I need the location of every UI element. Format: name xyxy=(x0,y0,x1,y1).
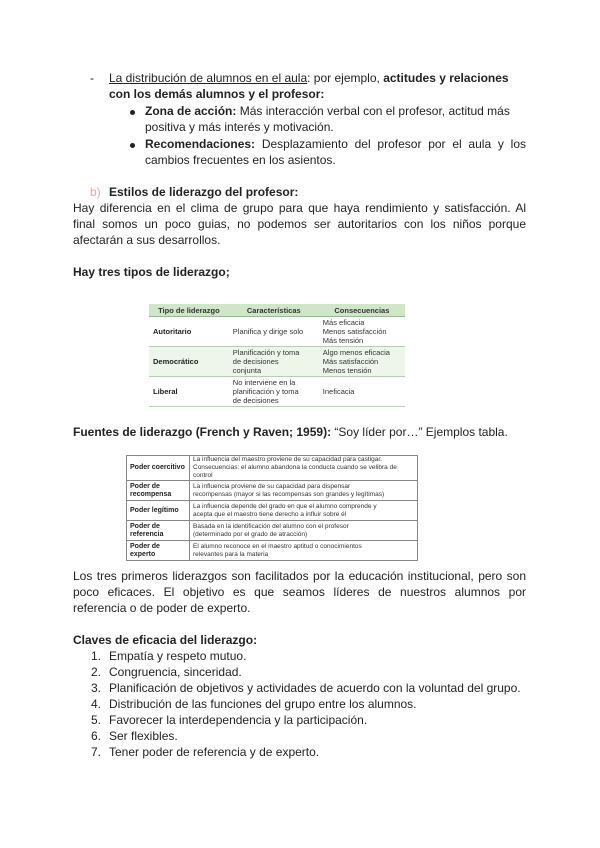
leadership-types-table xyxy=(149,304,405,407)
bullet2-line1 xyxy=(145,136,526,152)
claves-heading: Claves de eficacia del liderazgo: xyxy=(73,633,258,647)
table2-type-cell: Poder de experto xyxy=(127,541,190,561)
table2-type-cell: Poder de recompensa xyxy=(127,481,190,501)
bullet2-text1: Desplazamiento del profesor por el aula y los xyxy=(255,137,526,151)
list-item: Favorecer la interdependencia y la participación. xyxy=(109,713,368,727)
section-b-marker: b) xyxy=(90,185,101,199)
table-row xyxy=(149,377,405,407)
section-a-title-line1 xyxy=(109,70,509,86)
table2-desc-cell: El alumno reconoce en el maestro aptitud o conocimientos relevantes para la materia xyxy=(190,541,418,561)
section-b-para-line: afectarán a sus desarrollos. xyxy=(73,233,221,247)
table2-desc-cell: La influencia proviene de su capacidad para dispensar recompensas (mayor si las recompensas son grandes y legítimas) xyxy=(190,481,418,501)
bullet1-label: Zona de acción: xyxy=(145,104,237,118)
bullet-icon xyxy=(130,143,135,148)
sources-rest: “Soy líder por…” Ejemplos tabla. xyxy=(331,425,508,439)
list-item: Tener poder de referencia y de experto. xyxy=(109,745,320,759)
list-item-number: 7. xyxy=(91,745,102,759)
section-b-heading: Estilos de liderazgo del profesor: xyxy=(109,185,299,199)
table1-char-cell: Planificación y toma de decisiones conjunta xyxy=(229,347,319,377)
section-b-para-line: final somos un poco guias, no podemos ser autoritarios con los niños porque xyxy=(73,217,526,231)
table1-type-cell: Democrático xyxy=(149,347,229,377)
table1-char-cell: No interviene en la planificación y toma de decisiones xyxy=(229,377,319,407)
bullet1-line2: positiva y más interés y motivación. xyxy=(145,120,334,134)
list-item: Ser flexibles. xyxy=(109,729,178,743)
para2-line: referencia o de poder de experto. xyxy=(73,601,251,615)
dash-marker: - xyxy=(90,71,94,85)
table1-cons-cell: Ineficacia xyxy=(319,377,405,407)
table1-char-cell: Planifica y dirige solo xyxy=(229,317,319,347)
title-bold-1: actitudes y relaciones xyxy=(383,71,509,85)
table1-cons-cell: Algo menos eficacia Más satisfacción Menos tensión xyxy=(319,347,405,377)
list-item: Distribución de las funciones del grupo entre los alumnos. xyxy=(109,697,417,711)
table1-type-cell: Liberal xyxy=(149,377,229,407)
table-row xyxy=(127,481,418,501)
table-row xyxy=(149,347,405,377)
bullet1-line1 xyxy=(145,103,510,119)
table2-desc-cell: La influencia depende del grado en que el alumno comprende y acepta que el maestro tiene derecho a influir sobre él xyxy=(190,501,418,521)
table2-desc-cell: Basada en la identificación del alumno con el profesor (determinado por el grado de atracción) xyxy=(190,521,418,541)
table1-header: Tipo de liderazgo xyxy=(149,304,229,317)
table-row xyxy=(127,521,418,541)
list-item: Empatía y respeto mutuo. xyxy=(109,649,247,663)
table2-type-cell: Poder coercitivo xyxy=(127,456,190,481)
list-item: Congruencia, sinceridad. xyxy=(109,665,242,679)
list-item-number: 6. xyxy=(91,729,102,743)
table2-desc-cell: La influencia del maestro proviene de su capacidad para castigar. Consecuencias: el alumno abandona la conducta cuando se velibra de control xyxy=(190,456,418,481)
list-item-number: 5. xyxy=(91,713,102,727)
table-row xyxy=(127,541,418,561)
power-sources-table xyxy=(126,455,418,561)
bullet1-text1: Más interacción verbal con el profesor, actitud más xyxy=(236,104,510,118)
bullet2-label: Recomendaciones: xyxy=(145,137,256,151)
list-item-number: 4. xyxy=(91,697,102,711)
para2-line: poco eficaces. El objetivo es que seamos líderes de nuestros alumnos por xyxy=(73,585,526,599)
table-row xyxy=(127,501,418,521)
table1-type-cell: Autoritario xyxy=(149,317,229,347)
title-bold-2: con los demás alumnos y el profesor: xyxy=(109,87,325,101)
sources-bold: Fuentes de liderazgo (French y Raven; 1959): xyxy=(73,425,332,439)
bullet-icon xyxy=(130,110,135,115)
table-row xyxy=(127,456,418,481)
list-item-number: 2. xyxy=(91,665,102,679)
list-item-number: 1. xyxy=(91,649,102,663)
section-a-title-line2 xyxy=(109,86,324,102)
para2-line: Los tres primeros liderazgos son facilitados por la educación institucional, pero son xyxy=(73,569,526,583)
title-underlined: La distribución de alumnos en el aula xyxy=(109,71,308,85)
table2-type-cell: Poder de referencia xyxy=(127,521,190,541)
section-b-para-line: Hay diferencia en el clima de grupo para que haya rendimiento y satisfacción. Al xyxy=(73,201,526,215)
table-row xyxy=(149,317,405,347)
list-item-number: 3. xyxy=(91,681,102,695)
list-item: Planificación de objetivos y actividades de acuerdo con la voluntad del grupo. xyxy=(109,681,521,695)
sources-line xyxy=(73,424,508,440)
bullet2-line2: cambios frecuentes en los asientos. xyxy=(145,153,336,167)
table2-type-cell: Poder legítimo xyxy=(127,501,190,521)
table1-cons-cell: Más eficacia Menos satisfacción Más tensión xyxy=(319,317,405,347)
table1-header: Características xyxy=(229,304,319,317)
types-heading: Hay tres tipos de liderazgo; xyxy=(73,265,230,279)
title-rest: : por ejemplo, xyxy=(307,71,384,85)
table1-header: Consecuencias xyxy=(319,304,405,317)
